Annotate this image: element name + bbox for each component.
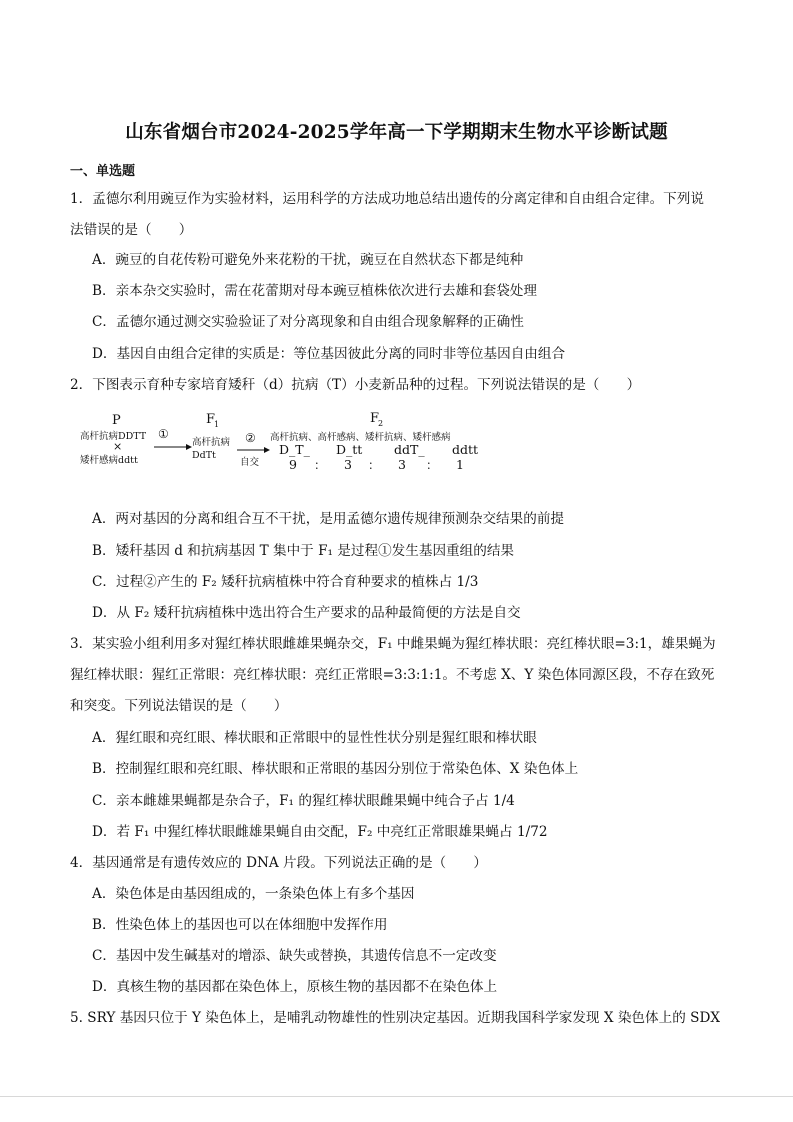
q3-stem-line1: 3．某实验小组利用多对猩红棒状眼雌雄果蝇杂交，F₁ 中雌果蝇为猩红棒状眼：亮红棒状眼=3:1，雄果蝇为 — [70, 636, 716, 652]
f2-genotype-2: D_tt — [336, 442, 363, 457]
q1-stem-line2: 法错误的是（ ） — [70, 222, 193, 238]
f2-subscript: 2 — [378, 419, 384, 428]
q1-stem-line1: 1．孟德尔利用豌豆作为实验材料，运用科学的方法成功地总结出遗传的分离定律和自由组合定律。下列说 — [70, 191, 704, 207]
q5-stem-line1: 5. SRY 基因只位于 Y 染色体上，是哺乳动物雄性的性别决定基因。近期我国科学家发现 X 染色体上的 SDX — [70, 1010, 721, 1026]
f2-phenotypes: 高杆抗病、高杆感病、矮杆抗病、矮杆感病 — [270, 432, 451, 443]
breeding-diagram — [80, 407, 520, 477]
q2-stem-line1: 2．下图表示育种专家培育矮秆（d）抗病（T）小麦新品种的过程。下列说法错误的是（ ） — [70, 377, 641, 393]
p-parent2: 矮杆感病ddtt — [80, 455, 138, 466]
step1-marker: ① — [158, 427, 169, 441]
q3-stem-line3: 和突变。下列说法错误的是（ ） — [70, 698, 288, 714]
q2-option-d: D．从 F₂ 矮秆抗病植株中选出符合生产要求的品种最简便的方法是自交 — [92, 605, 521, 621]
page-title: 山东省烟台市2024-2025学年高一下学期期末生物水平诊断试题 — [125, 122, 668, 143]
f2-ratio-3: 3 — [398, 457, 406, 472]
f1-label: F — [206, 412, 216, 427]
f2-ratio-2: 3 — [344, 457, 352, 472]
f1-genotype: DdTt — [192, 450, 216, 461]
step2-arrowhead — [264, 447, 270, 453]
q3-stem-line2: 猩红棒状眼：猩红正常眼：亮红棒状眼：亮红正常眼=3:3:1:1。不考虑 X、Y 染色体同源区段，不存在致死 — [70, 667, 715, 683]
selfing-label: 自交 — [240, 457, 260, 468]
f2-genotype-1: D_T_ — [279, 442, 310, 457]
q1-option-d: D．基因自由组合定律的实质是：等位基因彼此分离的同时非等位基因自由组合 — [92, 346, 566, 362]
section-heading: 一、单选题 — [70, 164, 136, 179]
ratio-sep-2: ： — [368, 458, 381, 472]
q1-option-c: C．孟德尔通过测交实验验证了对分离现象和自由组合现象解释的正确性 — [92, 314, 524, 330]
q2-option-c: C．过程②产生的 F₂ 矮秆抗病植株中符合育种要求的植株占 1/3 — [92, 574, 479, 590]
q4-option-b: B．性染色体上的基因也可以在体细胞中发挥作用 — [92, 917, 388, 933]
f2-label: F — [370, 411, 380, 426]
p-label: P — [112, 413, 121, 428]
q4-option-d: D．真核生物的基因都在染色体上，原核生物的基因都不在染色体上 — [92, 979, 498, 995]
q3-option-b: B．控制猩红眼和亮红眼、棒状眼和正常眼的基因分别位于常染色体、X 染色体上 — [92, 761, 579, 777]
q3-option-c: C．亲本雌雄果蝇都是杂合子，F₁ 的猩红棒状眼雌果蝇中纯合子占 1/4 — [92, 793, 515, 809]
ratio-sep-3: ： — [426, 458, 439, 472]
q3-option-d: D．若 F₁ 中猩红棒状眼雌雄果蝇自由交配，F₂ 中亮红正常眼雄果蝇占 1/72 — [92, 824, 548, 840]
f2-genotype-3: ddT_ — [394, 442, 425, 457]
q4-stem-line1: 4．基因通常是有遗传效应的 DNA 片段。下列说法正确的是（ ） — [70, 855, 487, 871]
f2-ratio-4: 1 — [456, 457, 464, 472]
q2-option-a: A．两对基因的分离和组合互不干扰，是用孟德尔遗传规律预测杂交结果的前提 — [92, 511, 565, 527]
ratio-sep-1: ： — [314, 458, 327, 472]
f1-subscript: 1 — [214, 420, 220, 429]
q3-option-a: A．猩红眼和亮红眼、棒状眼和正常眼中的显性性状分别是猩红眼和棒状眼 — [92, 730, 537, 746]
breeding-diagram-svg — [80, 407, 520, 477]
p-parent1: 高杆抗病DDTT — [80, 431, 147, 442]
f2-ratio-1: 9 — [289, 457, 297, 472]
cross-symbol: × — [113, 440, 123, 453]
q1-option-a: A．豌豆的自花传粉可避免外来花粉的干扰，豌豆在自然状态下都是纯种 — [92, 252, 524, 268]
f2-genotype-4: ddtt — [452, 442, 479, 457]
q2-option-b: B．矮秆基因 d 和抗病基因 T 集中于 F₁ 是过程①发生基因重组的结果 — [92, 543, 515, 559]
page-divider — [0, 1096, 793, 1097]
q4-option-a: A．染色体是由基因组成的，一条染色体上有多个基因 — [92, 886, 415, 902]
f1-phenotype: 高杆抗病 — [192, 437, 231, 448]
step2-marker: ② — [245, 431, 256, 445]
q4-option-c: C．基因中发生碱基对的增添、缺失或替换，其遗传信息不一定改变 — [92, 948, 497, 964]
q1-option-b: B．亲本杂交实验时，需在花蕾期对母本豌豆植株依次进行去雄和套袋处理 — [92, 283, 537, 299]
